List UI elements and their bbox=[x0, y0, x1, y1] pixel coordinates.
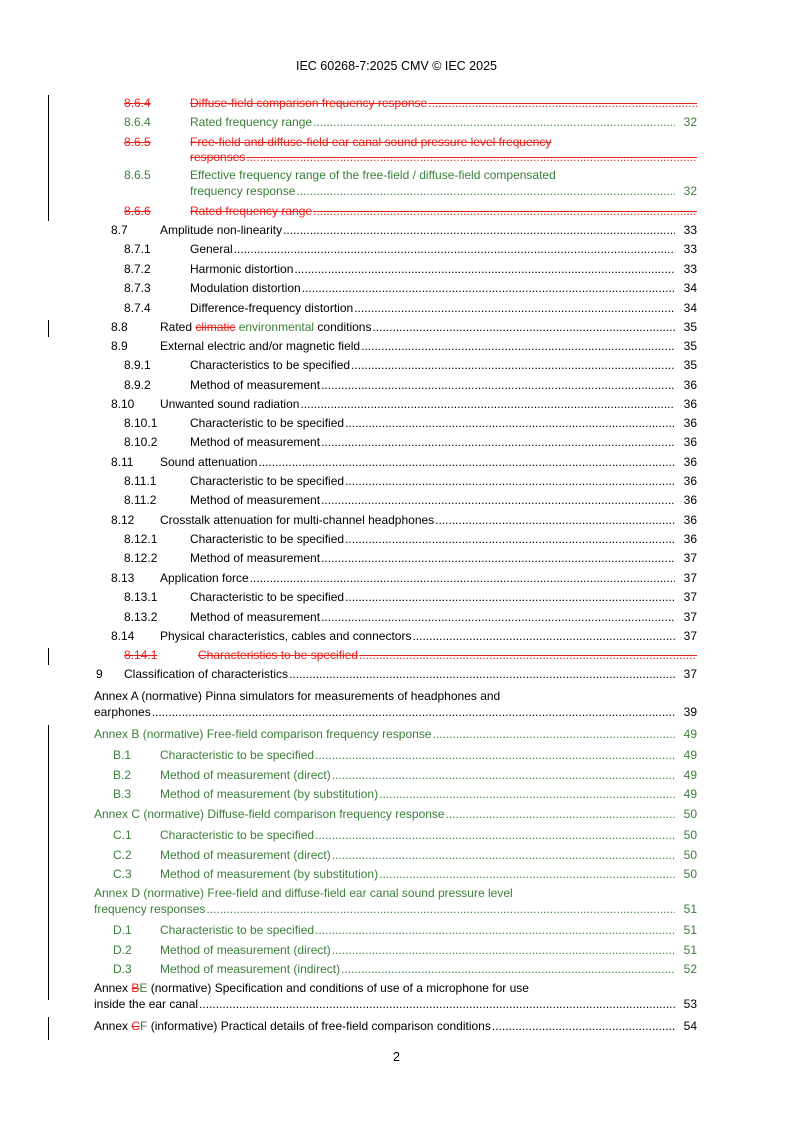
dot-leader bbox=[359, 648, 697, 663]
toc-entry[interactable] bbox=[0, 262, 793, 277]
toc-entry[interactable] bbox=[0, 610, 793, 625]
toc-entry-number: 8.7.4 bbox=[124, 301, 151, 315]
dot-leader bbox=[302, 281, 675, 296]
dot-leader bbox=[341, 962, 675, 977]
toc-entry-number: 8.10.1 bbox=[124, 416, 158, 430]
toc-page-number: 37 bbox=[683, 610, 697, 624]
toc-leader bbox=[190, 416, 675, 431]
dot-leader bbox=[351, 358, 675, 373]
dot-leader bbox=[332, 943, 675, 958]
toc-entry-number: D.1 bbox=[113, 923, 132, 937]
dot-leader bbox=[321, 610, 675, 625]
toc-entry-number: 8.10 bbox=[111, 397, 135, 411]
toc-entry-title: Free-field and diffuse-field ear canal sound pressure level frequency bbox=[190, 135, 552, 149]
toc-page-number: 32 bbox=[683, 184, 697, 198]
toc-leader bbox=[190, 242, 675, 257]
toc-entry-title: frequency response bbox=[190, 184, 296, 198]
toc-entry-number: C.2 bbox=[113, 848, 132, 862]
toc-entry-title: External electric and/or magnetic field bbox=[160, 339, 361, 353]
toc-leader bbox=[190, 532, 675, 547]
toc-entry[interactable] bbox=[0, 748, 793, 763]
toc-leader bbox=[190, 435, 675, 450]
toc-leader bbox=[94, 705, 675, 720]
toc-page-number: 36 bbox=[683, 493, 697, 507]
toc-page-number: 34 bbox=[683, 301, 697, 315]
toc-leader bbox=[190, 590, 675, 605]
toc-entry[interactable] bbox=[0, 689, 793, 719]
toc-entry[interactable] bbox=[0, 923, 793, 938]
toc-page-number: 39 bbox=[683, 705, 697, 719]
toc-entry[interactable] bbox=[0, 886, 793, 916]
toc-entry-title: Characteristic to be specified bbox=[190, 474, 345, 488]
toc-entry-title: Method of measurement bbox=[190, 551, 321, 565]
toc-entry-title: Characteristic to be specified bbox=[190, 416, 345, 430]
toc-leader bbox=[190, 493, 675, 508]
toc-leader bbox=[160, 828, 675, 843]
toc-entry[interactable] bbox=[0, 828, 793, 843]
toc-entry-title: Rated frequency range bbox=[190, 204, 313, 218]
toc-entry-number: 8.11 bbox=[111, 455, 134, 469]
toc-page-number: 50 bbox=[683, 807, 697, 821]
toc-entry-title: Difference-frequency distortion bbox=[190, 301, 354, 315]
toc-entry-number: 8.12.2 bbox=[124, 551, 158, 565]
toc-page-number: 53 bbox=[683, 997, 697, 1011]
toc-entry-number: 8.7.2 bbox=[124, 262, 151, 276]
toc-leader bbox=[94, 1019, 675, 1034]
toc-entry[interactable] bbox=[0, 848, 793, 863]
dot-leader bbox=[294, 262, 675, 277]
toc-leader bbox=[94, 727, 675, 742]
toc-leader bbox=[160, 513, 675, 528]
toc-page-number: 36 bbox=[683, 397, 697, 411]
toc-title-part: B bbox=[131, 981, 140, 995]
toc-page-number: 49 bbox=[683, 727, 697, 741]
toc-page-number: 36 bbox=[683, 378, 697, 392]
dot-leader bbox=[345, 590, 675, 605]
toc-page-number: 49 bbox=[683, 787, 697, 801]
toc-entry-number: 8.6.4 bbox=[124, 96, 151, 110]
toc-entry-title: Characteristic to be specified bbox=[160, 748, 315, 762]
toc-leader bbox=[124, 667, 675, 682]
toc-entry-number: 8.7 bbox=[111, 223, 128, 237]
toc-leader bbox=[190, 262, 675, 277]
toc-entry-title: Annex D (normative) Free-field and diffuse-field ear canal sound pressure level bbox=[94, 886, 513, 900]
dot-leader bbox=[258, 455, 675, 470]
toc-entry-number: 8.14 bbox=[111, 629, 135, 643]
toc-leader bbox=[190, 184, 675, 199]
toc-entry-number: 8.8 bbox=[111, 320, 128, 334]
dot-leader bbox=[206, 902, 675, 917]
toc-entry[interactable] bbox=[0, 168, 793, 198]
toc-entry[interactable] bbox=[0, 493, 793, 508]
toc-entry[interactable] bbox=[0, 807, 793, 822]
dot-leader bbox=[345, 416, 675, 431]
toc-page-number: 51 bbox=[683, 902, 697, 916]
toc-page-number: 37 bbox=[683, 590, 697, 604]
toc-entry-number: 8.9.1 bbox=[124, 358, 151, 372]
toc-entry-number: 8.6.5 bbox=[124, 168, 151, 182]
dot-leader bbox=[289, 667, 675, 682]
toc-leader bbox=[160, 339, 675, 354]
toc-page-number: 36 bbox=[683, 416, 697, 430]
toc-entry[interactable] bbox=[0, 551, 793, 566]
toc-leader bbox=[190, 281, 675, 296]
toc-page-number: 34 bbox=[683, 281, 697, 295]
toc-entry-title bbox=[94, 981, 529, 996]
toc-entry[interactable] bbox=[0, 943, 793, 958]
toc-entry-number: 8.11.2 bbox=[124, 493, 157, 507]
toc-entry[interactable] bbox=[0, 242, 793, 257]
toc-entry-title: Method of measurement (by substitution) bbox=[160, 787, 379, 801]
toc-page-number: 35 bbox=[683, 320, 697, 334]
toc-entry-title: Diffuse-field comparison frequency response bbox=[190, 96, 428, 110]
toc-title-part: environmental bbox=[235, 320, 315, 334]
dot-leader bbox=[313, 204, 697, 219]
change-bar bbox=[48, 95, 49, 221]
toc-entry-title: Modulation distortion bbox=[190, 281, 301, 295]
toc-leader bbox=[190, 301, 675, 316]
toc-title-part: conditions bbox=[314, 320, 372, 334]
toc-entry-title: frequency responses bbox=[94, 902, 206, 916]
toc-leader bbox=[160, 455, 675, 470]
toc-page-number: 35 bbox=[683, 339, 697, 353]
toc-leader bbox=[190, 358, 675, 373]
toc-leader bbox=[160, 748, 675, 763]
toc-entry-title: Method of measurement bbox=[190, 435, 321, 449]
toc-leader bbox=[190, 204, 697, 219]
toc-title-part: E bbox=[139, 981, 148, 995]
dot-leader bbox=[321, 435, 675, 450]
dot-leader bbox=[428, 96, 697, 111]
toc-entry[interactable] bbox=[0, 397, 793, 412]
toc-entry-title: Harmonic distortion bbox=[190, 262, 294, 276]
toc-page-number: 51 bbox=[683, 943, 697, 957]
toc-entry-title: Amplitude non-linearity bbox=[160, 223, 283, 237]
toc-entry[interactable] bbox=[0, 115, 793, 130]
toc-entry[interactable] bbox=[0, 204, 793, 219]
toc-entry-title: Method of measurement (by substitution) bbox=[160, 867, 379, 881]
toc-entry-title: Unwanted sound radiation bbox=[160, 397, 300, 411]
toc-leader bbox=[160, 787, 675, 802]
toc-entry-title: Characteristic to be specified bbox=[160, 923, 315, 937]
toc-entry[interactable] bbox=[0, 571, 793, 586]
dot-leader bbox=[321, 378, 675, 393]
toc-leader bbox=[190, 610, 675, 625]
toc-entry-title: Crosstalk attenuation for multi-channel headphones bbox=[160, 513, 435, 527]
toc-leader bbox=[160, 923, 675, 938]
toc-leader bbox=[198, 648, 697, 663]
toc-leader bbox=[190, 378, 675, 393]
toc-title-part: Annex bbox=[94, 981, 132, 995]
toc-entry[interactable] bbox=[0, 532, 793, 547]
toc-entry[interactable] bbox=[0, 648, 793, 663]
toc-page-number: 36 bbox=[683, 455, 697, 469]
toc-entry-number: B.1 bbox=[113, 748, 132, 762]
dot-leader bbox=[354, 301, 675, 316]
toc-entry-number: 8.10.2 bbox=[124, 435, 158, 449]
toc-entry-title: Method of measurement bbox=[190, 493, 321, 507]
dot-leader bbox=[283, 223, 675, 238]
toc-leader bbox=[160, 320, 675, 335]
dot-leader bbox=[332, 768, 675, 783]
toc-page-number: 36 bbox=[683, 513, 697, 527]
toc-entry-number: 8.9.2 bbox=[124, 378, 151, 392]
dot-leader bbox=[345, 474, 675, 489]
dot-leader bbox=[315, 748, 675, 763]
toc-page-number: 37 bbox=[683, 551, 697, 565]
toc-title-part: F bbox=[140, 1019, 148, 1033]
dot-leader bbox=[315, 828, 675, 843]
toc-entry[interactable] bbox=[0, 667, 793, 682]
page-header: IEC 60268-7:2025 CMV © IEC 2025 bbox=[296, 59, 497, 73]
toc-entry-number: 8.12 bbox=[111, 513, 135, 527]
toc-entry-title: Annex C (normative) Diffuse-field comparison frequency response bbox=[94, 807, 445, 821]
dot-leader bbox=[435, 513, 675, 528]
toc-entry-number: 8.7.3 bbox=[124, 281, 151, 295]
toc-leader bbox=[190, 551, 675, 566]
toc-entry-number: 9 bbox=[96, 667, 103, 681]
dot-leader bbox=[492, 1019, 675, 1034]
toc-title-part: C bbox=[131, 1019, 141, 1033]
toc-entry-number: C.3 bbox=[113, 867, 132, 881]
toc-leader bbox=[160, 848, 675, 863]
toc-page-number: 50 bbox=[683, 848, 697, 862]
toc-entry-title: Rated frequency range bbox=[190, 115, 313, 129]
toc-entry[interactable] bbox=[0, 339, 793, 354]
toc-entry[interactable] bbox=[0, 416, 793, 431]
toc-entry[interactable] bbox=[0, 301, 793, 316]
toc-entry-title bbox=[160, 320, 371, 335]
dot-leader bbox=[361, 339, 675, 354]
toc-page-number: 49 bbox=[683, 768, 697, 782]
page-number: 2 bbox=[393, 1050, 400, 1064]
toc-entry-title bbox=[94, 1019, 491, 1034]
toc-entry-title: inside the ear canal bbox=[94, 997, 199, 1011]
toc-entry[interactable] bbox=[0, 867, 793, 882]
toc-entry-title: Method of measurement bbox=[190, 610, 321, 624]
toc-entry[interactable] bbox=[0, 768, 793, 783]
dot-leader bbox=[372, 320, 675, 335]
toc-leader bbox=[190, 115, 675, 130]
toc-leader bbox=[190, 150, 697, 165]
toc-entry[interactable] bbox=[0, 96, 793, 111]
toc-page-number: 49 bbox=[683, 748, 697, 762]
dot-leader bbox=[199, 997, 675, 1012]
toc-leader bbox=[94, 902, 675, 917]
dot-leader bbox=[321, 493, 675, 508]
toc-leader bbox=[160, 943, 675, 958]
toc-entry-number: 8.7.1 bbox=[124, 242, 151, 256]
toc-entry-title: General bbox=[190, 242, 233, 256]
toc-page-number: 37 bbox=[683, 571, 697, 585]
toc-leader bbox=[160, 962, 675, 977]
toc-leader bbox=[160, 571, 675, 586]
toc-entry[interactable] bbox=[0, 378, 793, 393]
toc-entry-number: 8.13.1 bbox=[124, 590, 158, 604]
toc-entry-title: Annex B (normative) Free-field comparison frequency response bbox=[94, 727, 432, 741]
toc-leader bbox=[190, 474, 675, 489]
toc-leader bbox=[160, 629, 675, 644]
dot-leader bbox=[296, 184, 675, 199]
toc-leader bbox=[94, 807, 675, 822]
toc-title-part: Annex bbox=[94, 1019, 132, 1033]
dot-leader bbox=[412, 629, 675, 644]
toc-entry-title: Characteristic to be specified bbox=[160, 828, 315, 842]
toc-leader bbox=[190, 96, 697, 111]
toc-entry-number: 8.6.4 bbox=[124, 115, 151, 129]
dot-leader bbox=[313, 115, 675, 130]
toc-page-number: 36 bbox=[683, 474, 697, 488]
toc-page-number: 36 bbox=[683, 435, 697, 449]
toc-entry-number: 8.9 bbox=[111, 339, 128, 353]
toc-entry[interactable] bbox=[0, 320, 793, 335]
toc-entry-title: Application force bbox=[160, 571, 249, 585]
toc-entry-title: Method of measurement (indirect) bbox=[160, 962, 341, 976]
dot-leader bbox=[321, 551, 675, 566]
toc-leader bbox=[94, 997, 675, 1012]
toc-entry[interactable] bbox=[0, 435, 793, 450]
toc-entry[interactable] bbox=[0, 223, 793, 238]
toc-entry[interactable] bbox=[0, 513, 793, 528]
toc-entry-number: 8.6.5 bbox=[124, 135, 151, 149]
toc-leader bbox=[160, 223, 675, 238]
toc-entry-title: Characteristic to be specified bbox=[190, 590, 345, 604]
toc-entry-title: Characteristic to be specified bbox=[190, 532, 345, 546]
toc-title-part: (informative) Practical details of free-field comparison conditions bbox=[147, 1019, 491, 1033]
toc-page-number: 35 bbox=[683, 358, 697, 372]
toc-entry-title: earphones bbox=[94, 705, 151, 719]
toc-entry-number: B.3 bbox=[113, 787, 132, 801]
toc-leader bbox=[160, 768, 675, 783]
toc-entry[interactable] bbox=[0, 962, 793, 977]
dot-leader bbox=[152, 705, 675, 720]
dot-leader bbox=[379, 867, 675, 882]
toc-entry-number: C.1 bbox=[113, 828, 132, 842]
dot-leader bbox=[234, 242, 675, 257]
toc-page-number: 33 bbox=[683, 223, 697, 237]
toc-entry[interactable] bbox=[0, 474, 793, 489]
toc-entry-number: D.2 bbox=[113, 943, 132, 957]
dot-leader bbox=[315, 923, 675, 938]
toc-entry[interactable] bbox=[0, 727, 793, 742]
toc-entry-title: Characteristics to be specified bbox=[198, 648, 359, 662]
toc-page-number: 50 bbox=[683, 867, 697, 881]
toc-entry-number: B.2 bbox=[113, 768, 132, 782]
toc-entry[interactable] bbox=[0, 358, 793, 373]
toc-entry[interactable] bbox=[0, 135, 793, 164]
dot-leader bbox=[332, 848, 675, 863]
toc-entry-title: Classification of characteristics bbox=[124, 667, 289, 681]
toc-entry-number: 8.13.2 bbox=[124, 610, 158, 624]
toc-entry-title: Method of measurement (direct) bbox=[160, 768, 331, 782]
toc-entry-number: 8.6.6 bbox=[124, 204, 151, 218]
toc-entry[interactable] bbox=[0, 455, 793, 470]
toc-entry[interactable] bbox=[0, 787, 793, 802]
toc-entry-number: 8.12.1 bbox=[124, 532, 158, 546]
toc-leader bbox=[160, 867, 675, 882]
toc-page-number: 51 bbox=[683, 923, 697, 937]
dot-leader bbox=[379, 787, 675, 802]
toc-entry-title: Method of measurement (direct) bbox=[160, 943, 331, 957]
toc-entry-title: Method of measurement bbox=[190, 378, 321, 392]
toc-entry-title: Sound attenuation bbox=[160, 455, 258, 469]
toc-entry-title: Effective frequency range of the free-field / diffuse-field compensated bbox=[190, 168, 556, 182]
toc-entry-number: D.3 bbox=[113, 962, 132, 976]
toc-entry-number: 8.13 bbox=[111, 571, 135, 585]
toc-entry-title: Characteristics to be specified bbox=[190, 358, 351, 372]
toc-page-number: 32 bbox=[683, 115, 697, 129]
toc-entry-number: 8.14.1 bbox=[124, 648, 158, 662]
toc-page-number: 37 bbox=[683, 667, 697, 681]
dot-leader bbox=[250, 571, 675, 586]
dot-leader bbox=[345, 532, 675, 547]
dot-leader bbox=[446, 807, 675, 822]
dot-leader bbox=[300, 397, 675, 412]
toc-entry[interactable] bbox=[0, 981, 793, 1011]
dot-leader bbox=[246, 150, 697, 165]
dot-leader bbox=[433, 727, 676, 742]
toc-entry-title: responses bbox=[190, 150, 246, 164]
toc-page-number: 33 bbox=[683, 262, 697, 276]
toc-page-number: 36 bbox=[683, 532, 697, 546]
toc-entry[interactable] bbox=[0, 1019, 793, 1034]
toc-page-number: 54 bbox=[683, 1019, 697, 1033]
toc-title-part: Rated bbox=[160, 320, 196, 334]
toc-title-part: climatic bbox=[195, 320, 236, 334]
toc-entry[interactable] bbox=[0, 590, 793, 605]
toc-title-part: (normative) Specification and conditions of use of a microphone for use bbox=[147, 981, 529, 995]
toc-page-number: 37 bbox=[683, 629, 697, 643]
toc-entry-number: 8.11.1 bbox=[124, 474, 157, 488]
toc-page-number: 52 bbox=[683, 962, 697, 976]
toc-entry-title: Method of measurement (direct) bbox=[160, 848, 331, 862]
toc-entry-title: Physical characteristics, cables and connectors bbox=[160, 629, 412, 643]
toc-page-number: 50 bbox=[683, 828, 697, 842]
toc-page-number: 33 bbox=[683, 242, 697, 256]
toc-entry[interactable] bbox=[0, 629, 793, 644]
toc-entry[interactable] bbox=[0, 281, 793, 296]
toc-leader bbox=[160, 397, 675, 412]
toc-entry-title: Annex A (normative) Pinna simulators for measurements of headphones and bbox=[94, 689, 501, 703]
